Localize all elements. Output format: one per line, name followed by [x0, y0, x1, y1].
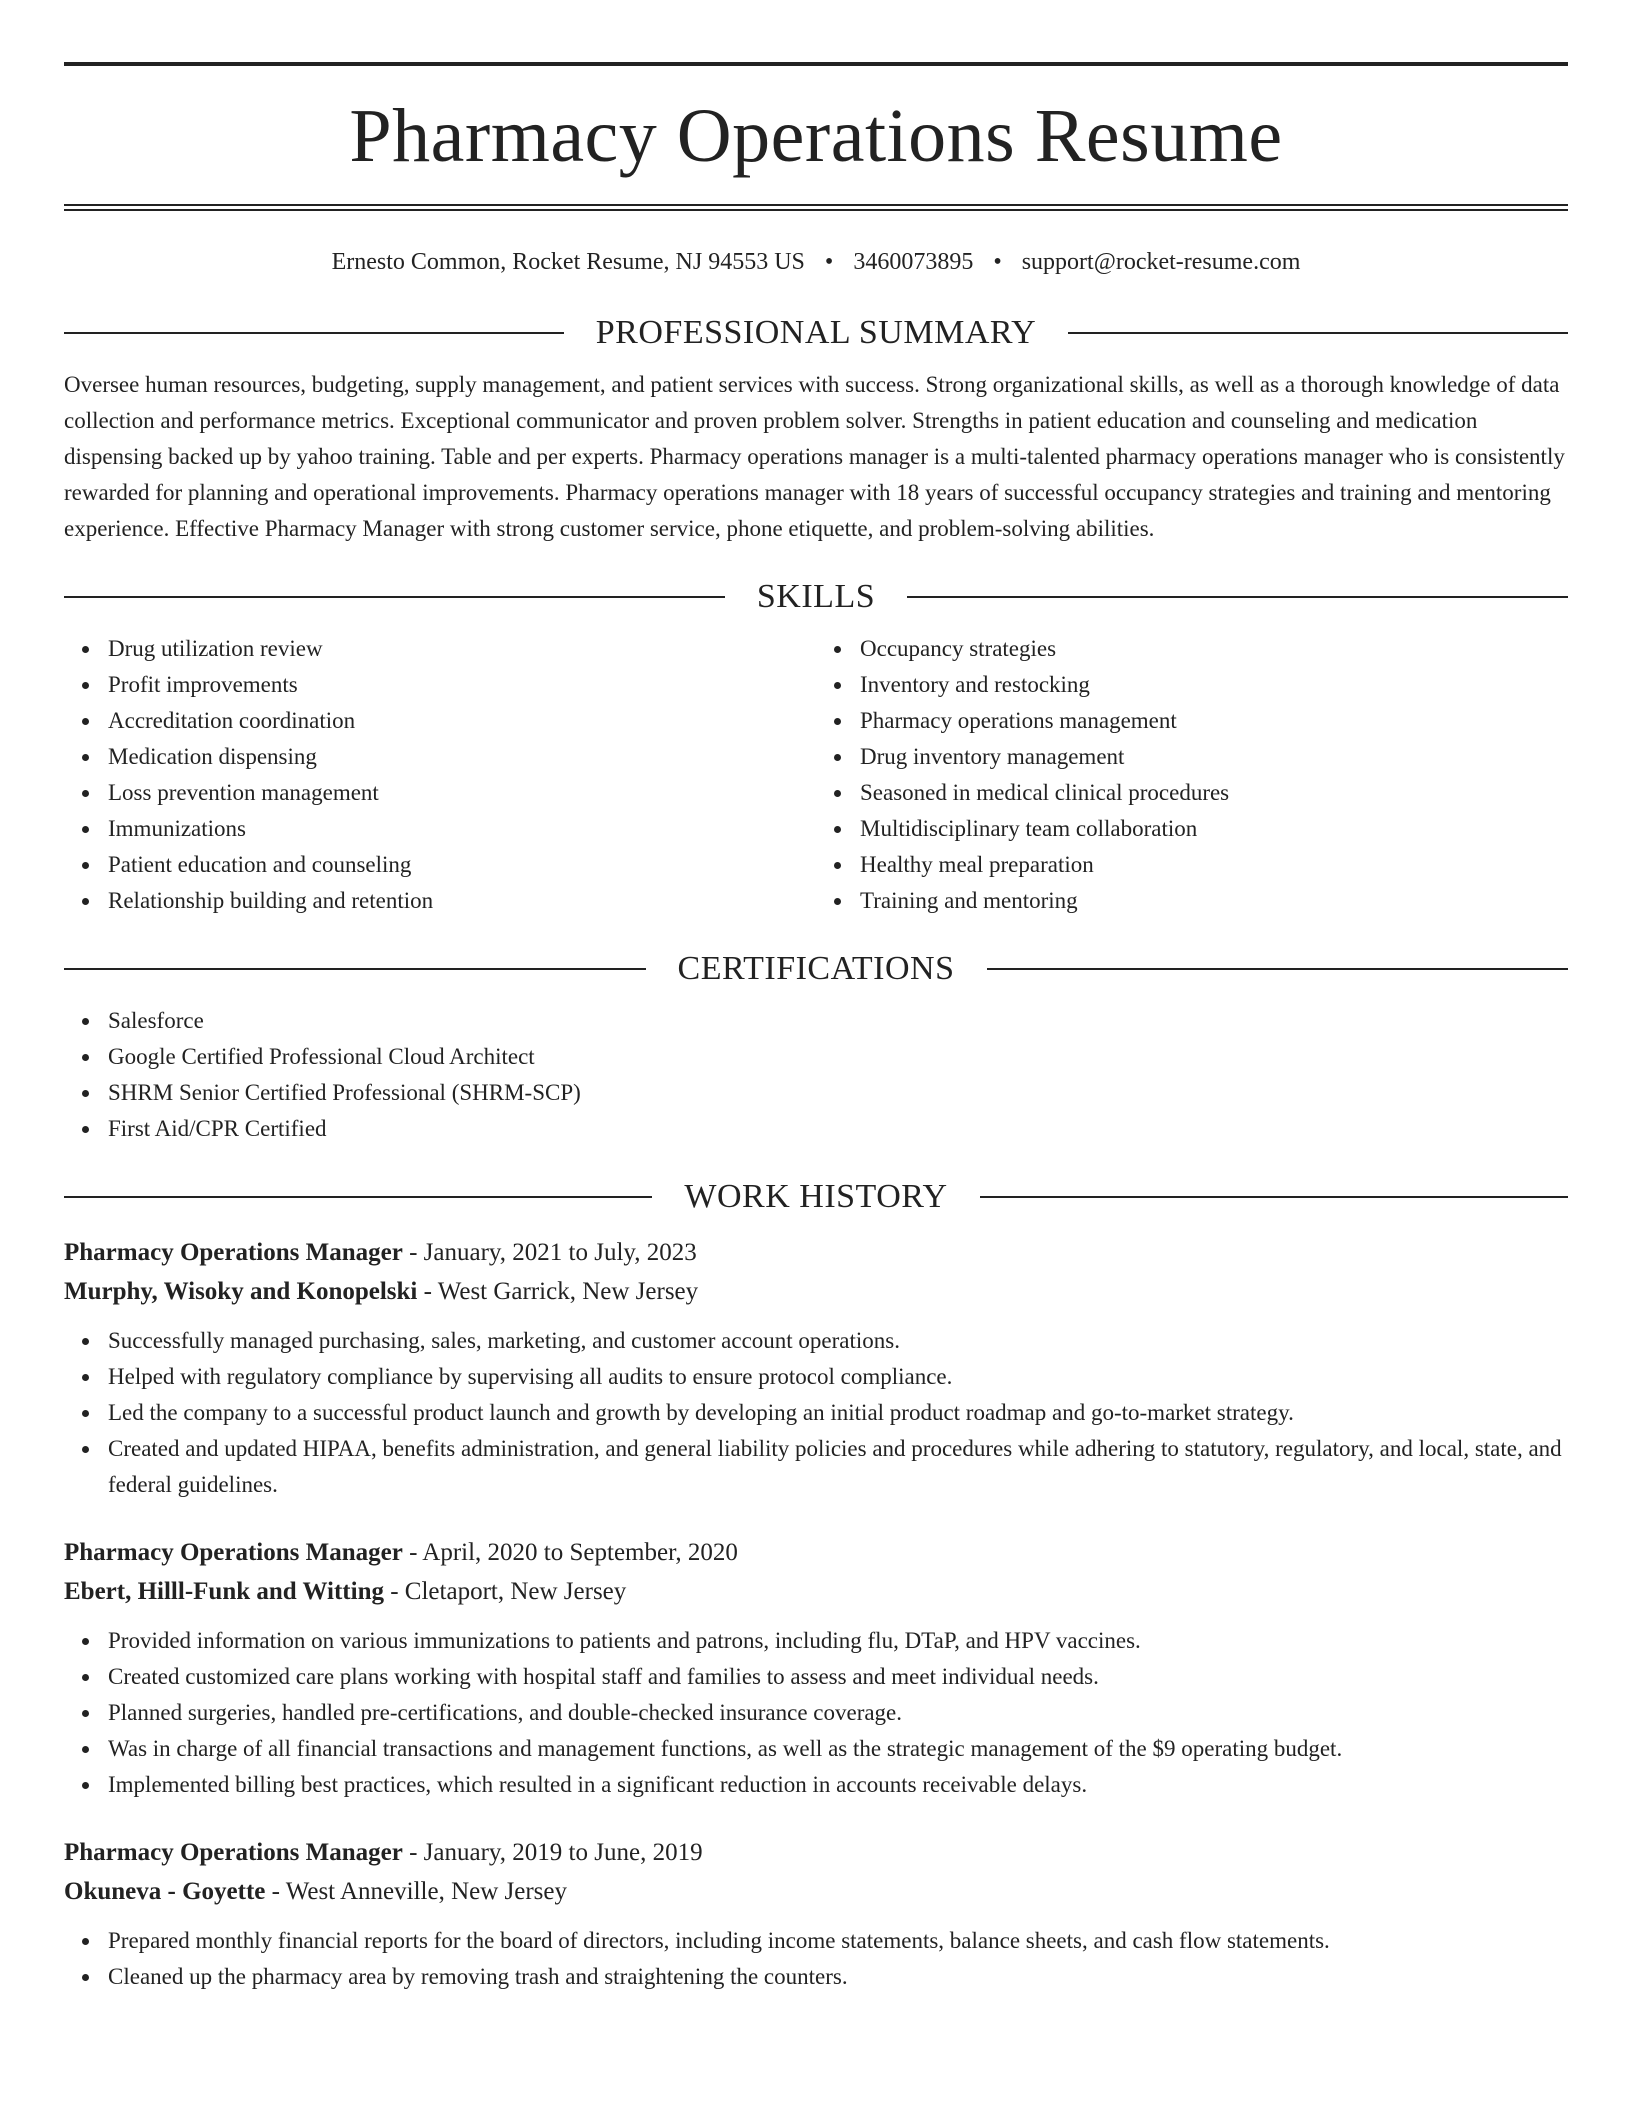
contact-line [64, 247, 1568, 277]
job-bullet: Implemented billing best practices, which resulted in a significant reduction in accounts receivable delays. [108, 1767, 1568, 1803]
section-rule [907, 596, 1568, 598]
skill-item: Inventory and restocking [860, 667, 1568, 703]
job-title-line [64, 1533, 1568, 1572]
job-bullet: Created and updated HIPAA, benefits administration, and general liability policies and procedures while adhering to statutory, regulatory, and local, state, and federal guidelines. [108, 1431, 1568, 1503]
section-header-skills [64, 577, 1568, 617]
professional-summary-text: Oversee human resources, budgeting, supply management, and patient services with success. Strong organizational skills, as well as a thorough knowledge of data collection and performance metrics. Exceptional communicator and proven problem solver. Strengths in patient education and counseling and medication dispensing backed up by yahoo training. Table and per experts. Pharmacy operations manager is a multi-talented pharmacy operations manager who is consistently rewarded for planning and operational improvements. Pharmacy operations manager with 18 years of successful occupancy strategies and training and mentoring experience. Effective Pharmacy Manager with strong customer service, phone etiquette, and problem-solving abilities. [64, 372, 1565, 541]
job-company: Murphy, Wisoky and Konopelski [64, 1278, 418, 1305]
skill-item: Pharmacy operations management [860, 703, 1568, 739]
skill-item: Occupancy strategies [860, 631, 1568, 667]
job-entry [64, 1233, 1568, 1503]
skill-item: Loss prevention management [108, 775, 816, 811]
skill-item: Drug inventory management [860, 739, 1568, 775]
job-title: Pharmacy Operations Manager [64, 1239, 403, 1266]
title-block [64, 62, 1568, 211]
certification-item: SHRM Senior Certified Professional (SHRM-SCP) [108, 1075, 1568, 1111]
section-rule [64, 968, 646, 970]
job-dates: - January, 2019 to June, 2019 [409, 1839, 703, 1866]
job-company-line [64, 1872, 1568, 1911]
skill-item: Accreditation coordination [108, 703, 816, 739]
job-company-line [64, 1272, 1568, 1311]
certification-item: Google Certified Professional Cloud Architect [108, 1039, 1568, 1075]
contact-email[interactable]: support@rocket-resume.com [1021, 249, 1301, 275]
job-title: Pharmacy Operations Manager [64, 1839, 403, 1866]
section-header-summary [64, 313, 1568, 353]
section-title-work: WORK HISTORY [684, 1178, 948, 1215]
section-title-summary: PROFESSIONAL SUMMARY [595, 314, 1037, 351]
certifications-list [64, 1003, 1568, 1147]
section-header-work [64, 1177, 1568, 1217]
job-dates: - April, 2020 to September, 2020 [409, 1539, 738, 1566]
skills-list-left [64, 631, 816, 919]
skills-columns [64, 631, 1568, 919]
job-title-line [64, 1233, 1568, 1272]
contact-address: Ernesto Common, Rocket Resume, NJ 94553 US [331, 249, 805, 275]
section-rule [1068, 332, 1568, 334]
job-bullets [64, 1923, 1568, 1995]
job-bullets [64, 1623, 1568, 1803]
skills-list-right [816, 631, 1568, 919]
job-location: - West Garrick, New Jersey [423, 1278, 699, 1305]
job-bullet: Successfully managed purchasing, sales, marketing, and customer account operations. [108, 1323, 1568, 1359]
contact-phone: 3460073895 [853, 249, 974, 275]
section-title-skills: SKILLS [756, 578, 876, 615]
job-location: - West Anneville, New Jersey [271, 1878, 567, 1905]
skill-item: Seasoned in medical clinical procedures [860, 775, 1568, 811]
section-title-certifications: CERTIFICATIONS [677, 950, 955, 987]
job-bullet: Cleaned up the pharmacy area by removing trash and straightening the counters. [108, 1959, 1568, 1995]
section-rule [64, 596, 725, 598]
job-company: Ebert, Hilll-Funk and Witting [64, 1578, 384, 1605]
skill-item: Multidisciplinary team collaboration [860, 811, 1568, 847]
job-bullet: Prepared monthly financial reports for the board of directors, including income statements, balance sheets, and cash flow statements. [108, 1923, 1568, 1959]
skill-item: Immunizations [108, 811, 816, 847]
job-bullet: Created customized care plans working with hospital staff and families to assess and meet individual needs. [108, 1659, 1568, 1695]
resume-page [64, 0, 1568, 1995]
skill-item: Healthy meal preparation [860, 847, 1568, 883]
skill-item: Profit improvements [108, 667, 816, 703]
job-company: Okuneva - Goyette [64, 1878, 266, 1905]
job-bullet: Planned surgeries, handled pre-certifications, and double-checked insurance coverage. [108, 1695, 1568, 1731]
job-bullets [64, 1323, 1568, 1503]
job-bullet: Helped with regulatory compliance by supervising all audits to ensure protocol compliance. [108, 1359, 1568, 1395]
job-bullet: Provided information on various immunizations to patients and patrons, including flu, DTaP, and HPV vaccines. [108, 1623, 1568, 1659]
job-dates: - January, 2021 to July, 2023 [409, 1239, 697, 1266]
job-entry [64, 1833, 1568, 1995]
job-title: Pharmacy Operations Manager [64, 1539, 403, 1566]
job-title-line [64, 1833, 1568, 1872]
job-location: - Cletaport, New Jersey [390, 1578, 627, 1605]
job-company-line [64, 1572, 1568, 1611]
certification-item: Salesforce [108, 1003, 1568, 1039]
skill-item: Training and mentoring [860, 883, 1568, 919]
contact-separator: • [993, 249, 1002, 275]
work-history-list [64, 1233, 1568, 1995]
skill-item: Medication dispensing [108, 739, 816, 775]
resume-title: Pharmacy Operations Resume [349, 94, 1283, 178]
job-bullet: Was in charge of all financial transactions and management functions, as well as the strategic management of the $9 operating budget. [108, 1731, 1568, 1767]
section-rule [64, 1196, 652, 1198]
section-rule [987, 968, 1569, 970]
section-rule [64, 332, 564, 334]
certification-item: First Aid/CPR Certified [108, 1111, 1568, 1147]
skill-item: Relationship building and retention [108, 883, 816, 919]
section-header-certifications [64, 949, 1568, 989]
skill-item: Patient education and counseling [108, 847, 816, 883]
skill-item: Drug utilization review [108, 631, 816, 667]
job-bullet: Led the company to a successful product launch and growth by developing an initial product roadmap and go-to-market strategy. [108, 1395, 1568, 1431]
section-rule [980, 1196, 1568, 1198]
job-entry [64, 1533, 1568, 1803]
contact-separator: • [824, 249, 834, 275]
